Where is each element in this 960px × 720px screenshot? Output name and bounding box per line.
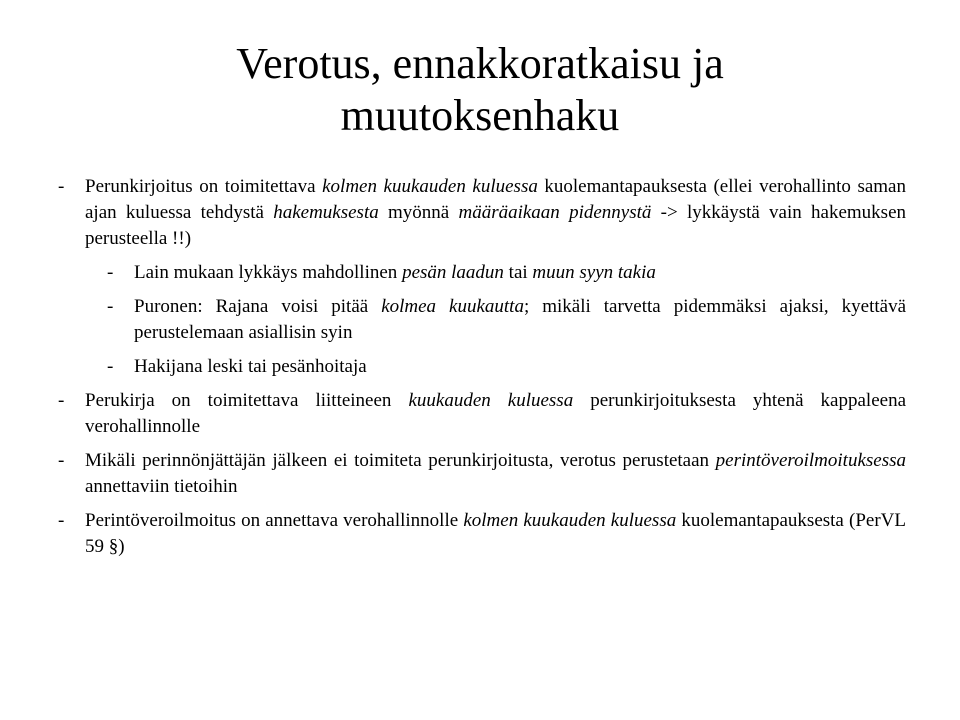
bullet-text: tai [503,262,533,283]
slide-title [60,38,900,142]
bullet-dash: - [58,176,65,197]
bullet-text: ; mikäli tarvetta pidemmäksi ajaksi, kyettävä perustelemaan asiallisin syin [134,296,906,343]
bullet-italic-text: määräaikaan pidennystä [458,202,652,223]
bullet-list [58,174,906,568]
bullet-text: kuolemantapauksesta (PerVL 59 §) [85,510,906,557]
bullet-text: Perintöveroilmoitus on annettava verohallinnolle [85,510,464,531]
bullet-text: Lain mukaan lykkäys mahdollinen [134,262,403,283]
bullet-verotus-peruste [58,448,906,500]
bullet-dash: - [58,390,65,411]
bullet-text: -> lykkäystä vain hakemuksen perusteella !!) [85,202,907,249]
title-line-1: Verotus, ennakkoratkaisu ja [236,39,724,88]
bullet-italic-text: perintöveroilmoituksessa [715,450,906,471]
bullet-dash: - [58,510,65,531]
bullet-dash: - [107,296,114,317]
sub-bullet-hakija [107,354,906,380]
bullet-dash: - [58,450,65,471]
bullet-italic-text: pesän laadun [402,262,504,283]
bullet-text: Perunkirjoitus on toimitettava [85,176,323,197]
bullet-perukirja [58,388,906,440]
bullet-text: annettaviin tietoihin [85,476,238,497]
bullet-perintoveroilmoitus [58,508,906,560]
bullet-text: Mikäli perinnönjättäjän jälkeen ei toimiteta perunkirjoitusta, verotus perustetaan [85,450,716,471]
bullet-italic-text: kolmea kuukautta [381,296,524,317]
bullet-text: Perukirja on toimitettava liitteineen [85,390,409,411]
bullet-italic-text: hakemuksesta [273,202,379,223]
bullet-italic-text: muun syyn takia [532,262,656,283]
bullet-text: Puronen: Rajana voisi pitää [134,296,382,317]
bullet-text: myönnä [378,202,459,223]
bullet-text: Hakijana leski tai pesänhoitaja [134,356,367,377]
bullet-dash: - [107,356,114,377]
bullet-perunkirjoitus-deadline [58,174,906,252]
title-line-2: muutoksenhaku [340,91,620,140]
bullet-dash: - [107,262,114,283]
bullet-italic-text: kolmen kuukauden kuluessa [322,176,538,197]
sub-bullet-lykkays [107,260,906,286]
bullet-text: perunkirjoituksesta yhtenä kappaleena verohallinnolle [85,390,907,437]
bullet-italic-text: kolmen kuukauden kuluessa [463,510,677,531]
bullet-text: kuolemantapauksesta (ellei verohallinto saman ajan kuluessa tehdystä [85,176,906,223]
sub-bullet-puronen [107,294,906,346]
bullet-italic-text: kuukauden kuluessa [408,390,574,411]
